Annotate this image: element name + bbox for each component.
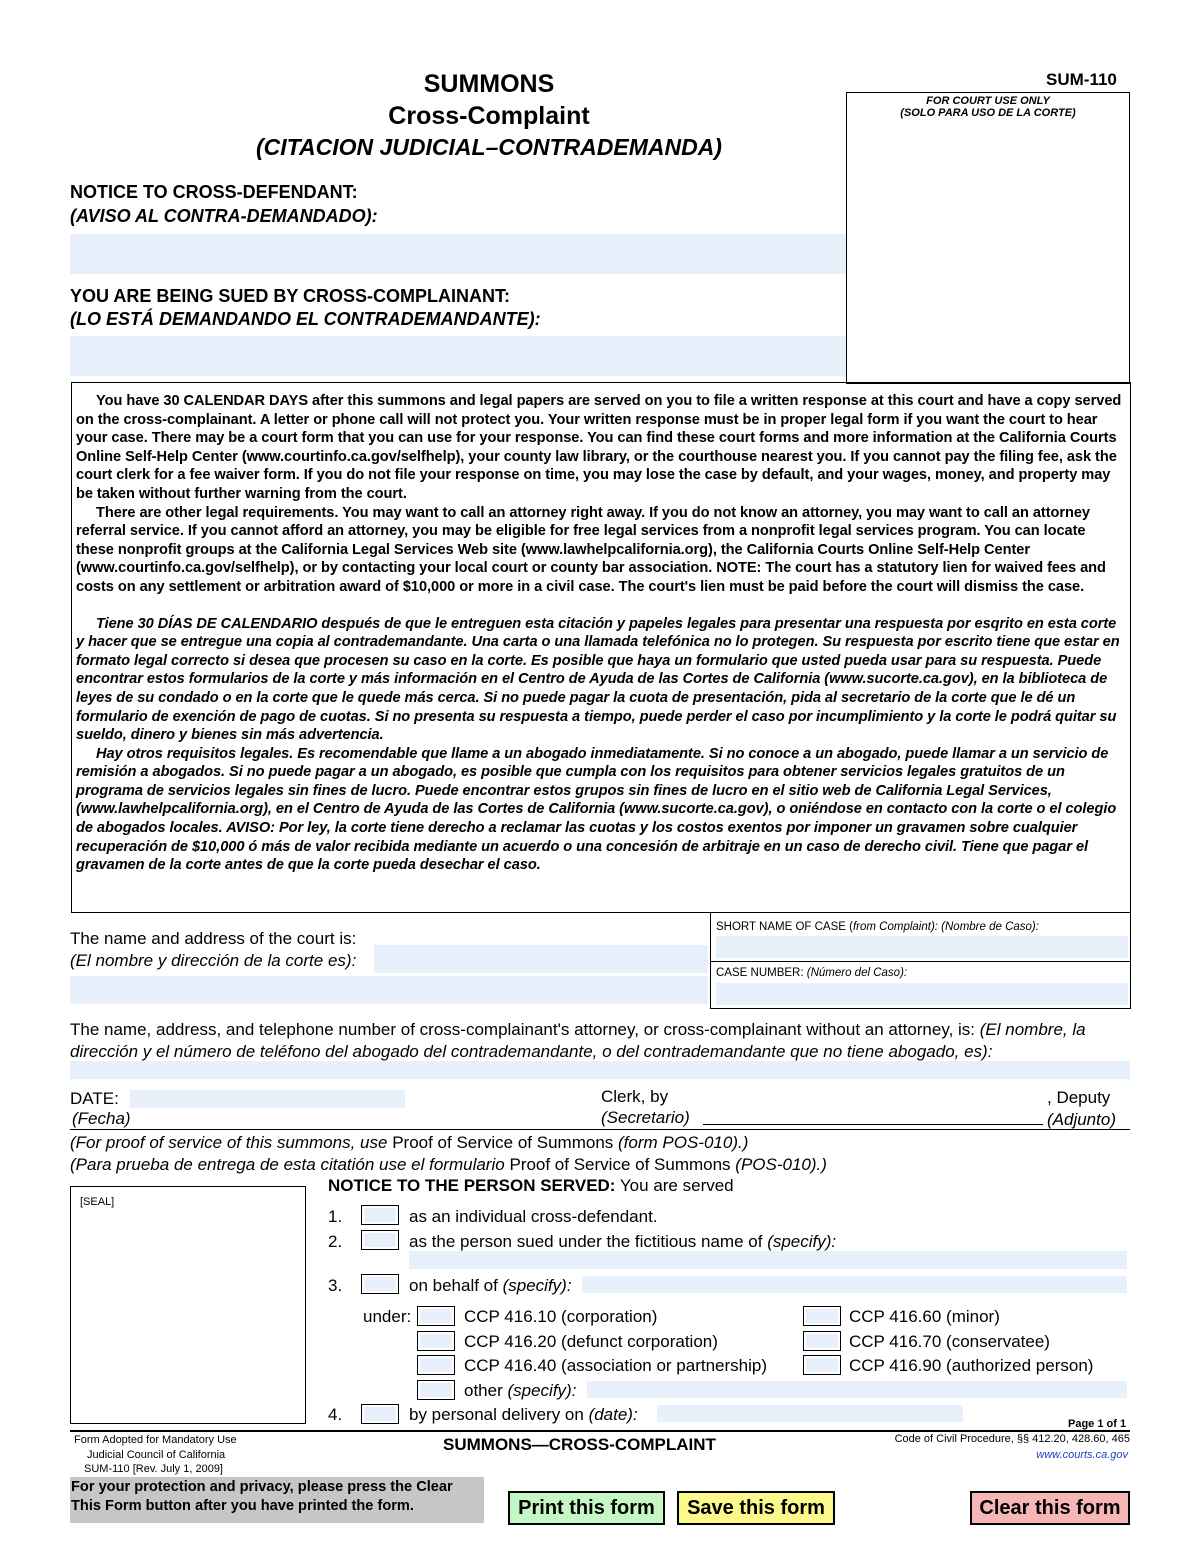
case-number-label: CASE NUMBER: (Número del Caso): [716, 967, 908, 979]
ccp-41640-label: CCP 416.40 (association or partnership) [464, 1356, 768, 1375]
court-address-label: The name and address of the court is: [70, 929, 357, 948]
item1-label: as an individual cross-defendant. [409, 1207, 658, 1226]
cross-defendant-field[interactable] [70, 234, 846, 274]
other-checkbox[interactable] [417, 1380, 455, 1400]
ccp-41690-checkbox[interactable] [803, 1355, 841, 1375]
print-button[interactable]: Print this form [508, 1491, 665, 1525]
other-specify-field[interactable] [587, 1381, 1127, 1398]
deputy-label: , Deputy [1047, 1088, 1111, 1107]
fictitious-name-field[interactable] [409, 1251, 1127, 1269]
clerk-signature-line [703, 1124, 1043, 1125]
other-label: other (specify): [464, 1381, 577, 1400]
attorney-label-es: dirección y el número de teléfono del abogado del contrademandante, o del contrademandante que no tiene abogado, es): [70, 1042, 993, 1061]
item4-number: 4. [328, 1405, 343, 1424]
code-reference: Code of Civil Procedure, §§ 412.20, 428.60, 465 [894, 1433, 1130, 1445]
attorney-label: The name, address, and telephone number of cross-complainant's attorney, or cross-complainant without an attorney, is: (El nombre, la [70, 1020, 1086, 1039]
ccp-41610-label: CCP 416.10 (corporation) [464, 1307, 658, 1326]
court-use-label-es: (SOLO PARA USO DE LA CORTE) [900, 107, 1076, 119]
short-name-field[interactable] [716, 936, 1128, 958]
date-field[interactable] [130, 1090, 405, 1108]
case-number-field[interactable] [716, 983, 1128, 1005]
attorney-field[interactable] [70, 1061, 1130, 1079]
sued-by-label-es: (LO ESTÁ DEMANDANDO EL CONTRADEMANDANTE): [70, 309, 541, 329]
title-cross-complaint: Cross-Complaint [388, 102, 590, 130]
ccp-41610-checkbox[interactable] [417, 1306, 455, 1326]
sued-by-label: YOU ARE BEING SUED BY CROSS-COMPLAINANT: [70, 286, 511, 306]
item3-checkbox[interactable] [361, 1274, 399, 1294]
ccp-41690-label: CCP 416.90 (authorized person) [849, 1356, 1094, 1375]
seal-box [70, 1186, 306, 1424]
notice-to-label-es: (AVISO AL CONTRA-DEMANDADO): [70, 206, 378, 226]
notice-es-p2: Hay otros requisitos legales. Es recomendable que llame a un abogado inmediatamente. Si no conoce a un abogado, puede llamar a un servicio de remisión a abogados. Si no puede pagar a un abogado, es posible que cumpla con los requisitos para obtener servicios legales gratuitos de un programa de servicios legales sin fines de lucro. Puede encontrar estos grupos sin fines de lucro en el sitio web de California Legal Services, (www.lawhelpcalifornia.org), en el Centro de Ayuda de las Cortes de California (www.sucorte.ca.gov), o oniéndose en contacto con la corte o el colegio de abogados locales. AVISO: Por ley, la corte tiene derecho a reclamar las cuotas y los costos exentos por imponer un gravamen sobre cualquier recuperación de $10,000 ó más de valor recibida mediante un acuerdo o una concesión de arbitraje en un caso de derecho civil. Tiene que pagar el gravamen de la corte antes de que la corte pueda desechar el caso. [76, 745, 1117, 874]
ccp-41660-checkbox[interactable] [803, 1306, 841, 1326]
delivery-date-field[interactable] [657, 1405, 963, 1422]
clear-button[interactable]: Clear this form [970, 1491, 1130, 1525]
cross-complainant-field[interactable] [70, 336, 846, 376]
clerk-label: Clerk, by [601, 1087, 669, 1106]
ccp-41670-checkbox[interactable] [803, 1331, 841, 1351]
title-spanish: (CITACION JUDICIAL–CONTRADEMANDA) [256, 134, 722, 160]
ccp-41620-checkbox[interactable] [417, 1331, 455, 1351]
item2-number: 2. [328, 1232, 343, 1251]
notice-es-p1: Tiene 30 DÍAS DE CALENDARIO después de que le entreguen esta citación y papeles legales para presentar una respuesta por esqrito en esta corte y hacer que se entregue una copia al contrademandante. Una carta o una llamada telefónica no lo protegen. Su respuesta por escrito tiene que estar en formato legal correcto si desea que procesen su caso en la corte. Es posible que haya un formulario que usted pueda usar para su respuesta. Puede encontrar estos formularios de la corte y más información en el Centro de Ayuda de las Cortes de California (www.sucorte.ca.gov), en la biblioteca de leyes de su condado o en la corte que le quede más cerca. Si no puede pagar la cuota de presentación, pida al secretario de la corte que le dé un formulario de exención de pago de cuotas. Si no presenta su respuesta a tiempo, puede perder el caso por incumplimiento y la corte le podrá quitar su sueldo, dinero y bienes sin más advertencia. [76, 615, 1120, 744]
item1-number: 1. [328, 1207, 343, 1226]
footer-title: SUMMONS—CROSS-COMPLAINT [443, 1435, 716, 1454]
secretario-label: (Secretario) [601, 1108, 690, 1127]
short-name-label: SHORT NAME OF CASE (from Complaint): (Nombre de Caso): [716, 921, 1039, 933]
item3-label: on behalf of (specify): [409, 1276, 572, 1295]
title-summons: SUMMONS [423, 70, 555, 98]
ccp-41640-checkbox[interactable] [417, 1355, 455, 1375]
on-behalf-field[interactable] [582, 1276, 1127, 1293]
form-adopted: Form Adopted for Mandatory Use Judicial Council of California SUM-110 [Rev. July 1, 2009] [74, 1434, 237, 1475]
notice-en-p2: There are other legal requirements. You may want to call an attorney right away. If you do not know an attorney, you may want to call an attorney referral service. If you cannot afford an attorney, you may be eligible for free legal services from a nonprofit legal services program. You can locate these nonprofit groups at the California Legal Services Web site (www.lawhelpcalifornia.org), the California Courts Online Self-Help Center (www.courtinfo.ca.gov/selfhelp), or by contacting your local court or county bar association. NOTE: The court has a statutory lien for waived fees and costs on any settlement or arbitration award of $10,000 or more in a civil case. The court's lien must be paid before the court will dismiss the case. [76, 504, 1106, 595]
seal-label: [SEAL] [80, 1196, 115, 1208]
ccp-41660-label: CCP 416.60 (minor) [849, 1307, 1000, 1326]
court-use-box [846, 92, 1130, 384]
page-number: Page 1 of 1 [1068, 1418, 1127, 1430]
item2-label: as the person sued under the fictitious name of (specify): [409, 1232, 837, 1251]
notice-en-p1: You have 30 CALENDAR DAYS after this summons and legal papers are served on you to file a written response at this court and have a copy served on the cross-complainant. A letter or phone call will not protect you. Your written response must be in proper legal form if you want the court to hear your case. There may be a court form that you can use for your response. You can find these court forms and more information at the California Courts Online Self-Help Center (www.courtinfo.ca.gov/selfhelp), your county law library, or the courthouse nearest you. If you cannot pay the filing fee, ask the court clerk for a fee waiver form. If you do not file your response on time, you may lose the case by default, and your wages, money, and property may be taken without further warning from the court. [76, 393, 1122, 502]
ccp-41620-label: CCP 416.20 (defunct corporation) [464, 1332, 718, 1351]
ccp-41670-label: CCP 416.70 (conservatee) [849, 1332, 1050, 1351]
notice-text-box [71, 382, 1131, 913]
notice-to-label: NOTICE TO CROSS-DEFENDANT: [70, 182, 358, 202]
courts-link[interactable]: www.courts.ca.gov [1036, 1449, 1128, 1461]
proof-line-es: (Para prueba de entrega de esta citatión use el formulario Proof of Service of Summons (POS-010).) [70, 1155, 827, 1174]
item1-checkbox[interactable] [361, 1205, 399, 1225]
save-button[interactable]: Save this form [677, 1491, 835, 1525]
date-label: DATE: [70, 1089, 119, 1108]
proof-line-en: (For proof of service of this summons, use Proof of Service of Summons (form POS-010).) [70, 1133, 749, 1152]
item2-checkbox[interactable] [361, 1230, 399, 1250]
item4-label: by personal delivery on (date): [409, 1405, 638, 1424]
court-address-field-a[interactable] [374, 945, 708, 973]
adjunto-label: (Adjunto) [1047, 1110, 1116, 1129]
court-address-label-es: (El nombre y dirección de la corte es): [70, 951, 357, 970]
served-heading: NOTICE TO THE PERSON SERVED: You are served [328, 1176, 734, 1195]
item4-checkbox[interactable] [361, 1404, 399, 1424]
privacy-notice: For your protection and privacy, please press the Clear This Form button after you have printed the form. [70, 1477, 484, 1523]
under-label: under: [363, 1307, 412, 1326]
court-address-field-b[interactable] [70, 976, 708, 1004]
form-id: SUM-110 [1046, 70, 1117, 89]
item3-number: 3. [328, 1276, 343, 1295]
court-use-label: FOR COURT USE ONLY [926, 95, 1050, 107]
fecha-label: (Fecha) [72, 1109, 131, 1128]
